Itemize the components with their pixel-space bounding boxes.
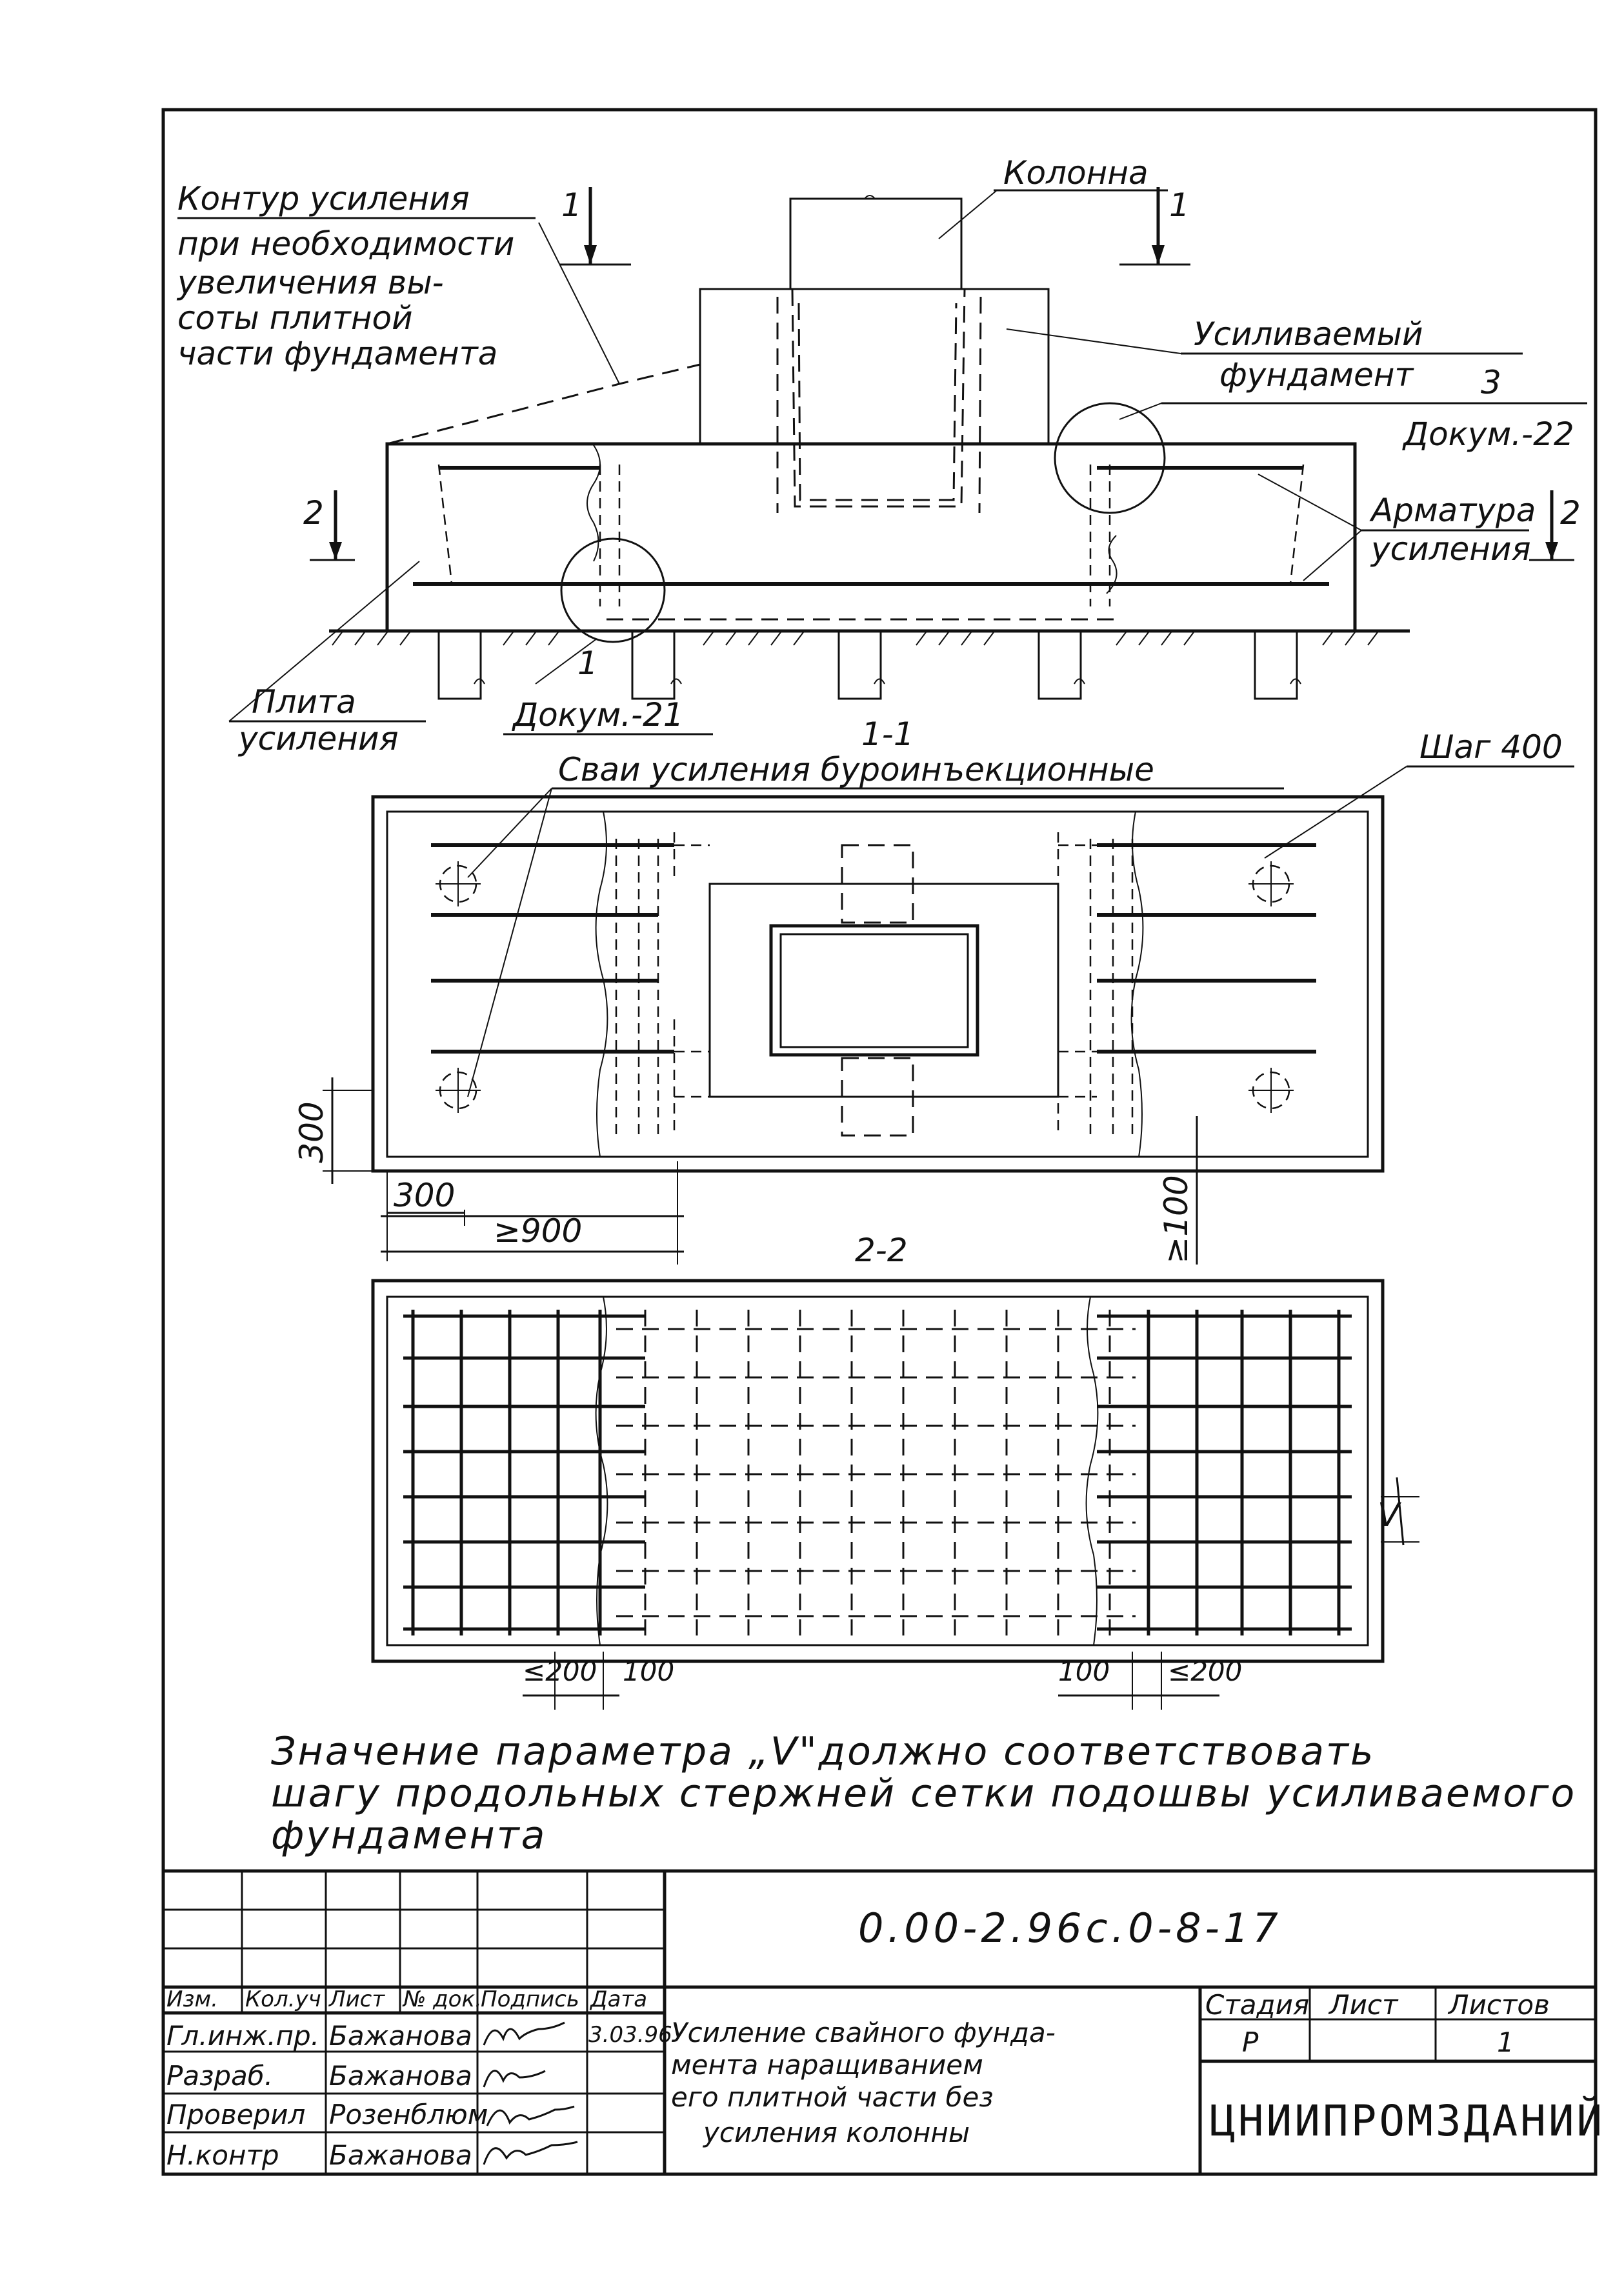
plan-1-1 <box>293 715 1574 1265</box>
svg-text:соты плитной: соты плитной <box>177 299 413 337</box>
svg-text:Листов: Листов <box>1449 1989 1550 2021</box>
svg-text:Арматура: Арматура <box>1371 492 1536 529</box>
svg-text:Докум.-21: Докум.-21 <box>513 696 684 734</box>
stage-value: Р <box>1242 2026 1259 2058</box>
contour-note <box>176 180 619 384</box>
ground-hatch <box>332 632 1378 645</box>
plan-2-2-outer <box>373 1281 1383 1661</box>
column-label: Колонна <box>1003 154 1148 192</box>
title-block <box>163 1871 1605 2174</box>
svg-text:Гл.инж.пр.: Гл.инж.пр. <box>166 2020 320 2052</box>
sheets-value: 1 <box>1497 2026 1514 2058</box>
plan-1-1-inner <box>387 812 1368 1157</box>
step-label: Шаг 400 <box>1419 728 1563 766</box>
svg-text:Бажанова: Бажанова <box>329 2139 472 2171</box>
sheet-description <box>671 2017 1056 2148</box>
svg-text:части фундамента: части фундамента <box>177 335 498 372</box>
svg-text:его плитной части без: его плитной части без <box>671 2081 994 2113</box>
dim-left-100: 100 <box>623 1655 675 1687</box>
mesh-middle-existing <box>616 1310 1136 1635</box>
svg-text:Проверил: Проверил <box>166 2099 306 2130</box>
svg-text:фундамента: фундамента <box>271 1813 547 1858</box>
svg-text:Розенблюм: Розенблюм <box>329 2099 488 2130</box>
dim-300-vertical: 300 <box>293 1101 330 1163</box>
svg-text:усиления: усиления <box>1371 530 1531 568</box>
mesh-right <box>1097 1310 1352 1635</box>
section-2-label-left: 2 <box>303 494 324 532</box>
svg-text:Бажанова: Бажанова <box>329 2020 472 2052</box>
svg-text:Н.контр: Н.контр <box>166 2139 279 2171</box>
detail-3-callout <box>1055 403 1165 513</box>
section-2-label-right: 2 <box>1560 494 1581 532</box>
document-code: 0.00-2.96с.0-8-17 <box>858 1905 1282 1952</box>
piles-elevation <box>439 631 1301 699</box>
svg-text:усиления колонны: усиления колонны <box>703 2117 970 2148</box>
slab-label <box>229 561 426 757</box>
svg-text:Усиливаемый: Усиливаемый <box>1194 315 1423 353</box>
reinforcement-slab <box>387 444 1355 631</box>
svg-text:Плита: Плита <box>252 683 356 721</box>
detail-1-callout <box>561 539 665 642</box>
existing-foundation-pedestal <box>700 289 1048 444</box>
detail-3-ref: Докум.-22 <box>1403 415 1574 453</box>
column-socket-dashed <box>792 289 965 506</box>
plan-2-2-title: 2-2 <box>855 1232 908 1269</box>
svg-text:шагу продольных стержней сетки: шагу продольных стержней сетки подошвы усиливаемого <box>271 1771 1577 1816</box>
svg-text:Значение параметра „V"должно с: Значение параметра „V"должно соответствовать <box>271 1729 1376 1774</box>
elevation-view <box>176 154 1587 757</box>
svg-text:фундамент: фундамент <box>1219 356 1414 394</box>
svg-text:увеличения вы-: увеличения вы- <box>177 264 444 301</box>
piles-label: Сваи усиления буроинъекционные <box>558 751 1154 788</box>
svg-text:Лист: Лист <box>329 1986 385 2012</box>
plan-1-1-title: 1-1 <box>861 715 914 753</box>
strengthening-contour <box>387 365 700 444</box>
svg-text:3.03.96: 3.03.96 <box>588 2022 672 2048</box>
svg-text:Дата: Дата <box>590 1986 648 2012</box>
column-plan <box>781 934 968 1047</box>
detail-1-label <box>503 639 713 734</box>
svg-text:№ док.: № док. <box>403 1986 482 2012</box>
dim-300-horizontal: 300 <box>394 1177 456 1214</box>
dim-right-100: 100 <box>1058 1655 1110 1687</box>
organization-name: ЦНИИПРОМЗДАНИЙ <box>1210 2096 1605 2146</box>
svg-text:Кол.уч: Кол.уч <box>245 1986 321 2012</box>
general-note <box>271 1729 1576 1858</box>
svg-text:Разраб.: Разраб. <box>166 2060 274 2092</box>
svg-text:усиления: усиления <box>239 720 399 757</box>
plan-2-2-inner <box>387 1297 1368 1645</box>
section-1-label-left: 1 <box>561 186 582 224</box>
svg-text:1: 1 <box>577 645 598 682</box>
param-v-label: V <box>1378 1496 1400 1534</box>
column <box>790 199 961 289</box>
svg-text:Стадия: Стадия <box>1205 1989 1310 2021</box>
dim-right-200: ≤200 <box>1168 1655 1243 1687</box>
sheet-frame <box>163 110 1596 2174</box>
foundation-label <box>1007 315 1587 453</box>
section-1-label-right: 1 <box>1169 186 1190 224</box>
plan-1-1-outer <box>373 797 1383 1171</box>
svg-text:Лист: Лист <box>1329 1989 1398 2021</box>
detail-3-number: 3 <box>1481 364 1501 401</box>
dim-900: ≥900 <box>494 1212 583 1250</box>
svg-text:Усиление свайного фунда-: Усиление свайного фунда- <box>671 2017 1056 2048</box>
dim-100: ≥100 <box>1158 1175 1195 1264</box>
svg-text:Изм.: Изм. <box>166 1986 218 2012</box>
svg-text:Подпись: Подпись <box>481 1986 579 2012</box>
column-plan-outer <box>771 926 977 1055</box>
mesh-left <box>403 1310 645 1635</box>
plan-2-2 <box>373 1232 1419 1710</box>
svg-text:Контур усиления: Контур усиления <box>177 180 470 217</box>
piles-plan <box>436 861 1294 1113</box>
pedestal-plan <box>710 884 1058 1097</box>
svg-text:при необходимости: при необходимости <box>177 225 515 263</box>
svg-text:мента наращиванием: мента наращиванием <box>671 2049 983 2081</box>
dim-left-200: ≤200 <box>523 1655 597 1687</box>
svg-text:Бажанова: Бажанова <box>329 2060 472 2092</box>
